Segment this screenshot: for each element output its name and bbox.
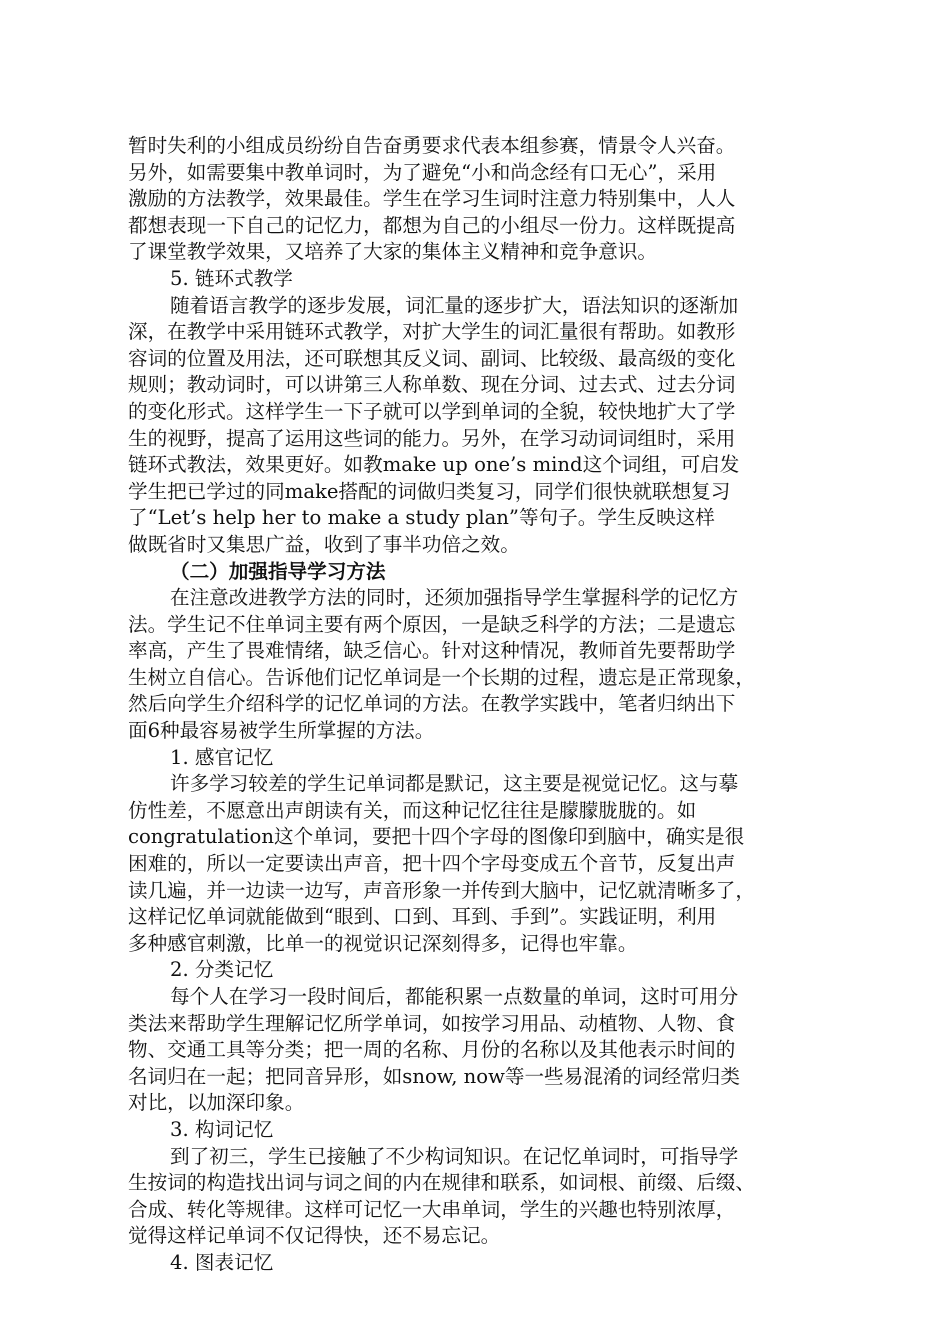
text-line: 面6种最容易被学生所掌握的方法。 — [128, 719, 435, 743]
text-line: 然后向学生介绍科学的记忆单词的方法。在教学实践中，笔者归纳出下 — [128, 692, 736, 716]
text-line: 规则；教动词时，可以讲第三人称单数、现在分词、过去式、过去分词 — [128, 373, 736, 397]
text-line: 合成、转化等规律。这样可记忆一大串单词，学生的兴趣也特别浓厚， — [128, 1197, 736, 1221]
text-line: 了“Let’s help her to make a study plan”等句子。学生反映这样 — [128, 506, 715, 530]
text-line: 另外，如需要集中教单词时，为了避免“小和尚念经有口无心”，采用 — [128, 160, 717, 184]
text-line: congratulation这个单词，要把十四个字母的图像印到脑中，确实是很 — [128, 825, 745, 849]
text-line: 物、交通工具等分类；把一周的名称、月份的名称以及其他表示时间的 — [128, 1038, 736, 1062]
text-line: 深，在教学中采用链环式教学，对扩大学生的词汇量很有帮助。如教形 — [128, 320, 736, 344]
text-line: 做既省时又集思广益，收到了事半功倍之效。 — [128, 532, 520, 556]
text-line: 率高，产生了畏难情绪，缺乏信心。针对这种情况，教师首先要帮助学 — [128, 639, 736, 663]
section-heading: （二）加强指导学习方法 — [170, 559, 386, 583]
text-line: 在注意改进教学方法的同时，还须加强指导学生掌握科学的记忆方 — [170, 586, 739, 610]
text-line: 随着语言教学的逐步发展，词汇量的逐步扩大，语法知识的逐渐加 — [170, 293, 739, 317]
text-line: 都想表现一下自己的记忆力，都想为自己的小组尽一份力。这样既提高 — [128, 213, 736, 237]
text-line: 2. 分类记忆 — [170, 958, 274, 982]
text-line: 激励的方法教学，效果最佳。学生在学习生词时注意力特别集中，人人 — [128, 187, 736, 211]
text-line: 生按词的构造找出词与词之间的内在规律和联系，如词根、前缀、后缀、 — [128, 1171, 755, 1195]
text-line: 名词归在一起；把同音异形，如snow, now等一些易混淆的词经常归类 — [128, 1064, 740, 1088]
text-line: 每个人在学习一段时间后，都能积累一点数量的单词，这时可用分 — [170, 985, 739, 1008]
text-line: 5. 链环式教学 — [170, 266, 293, 290]
text-line: 4. 图表记忆 — [170, 1250, 274, 1274]
text-line: 链环式教法，效果更好。如教make up one’s mind这个词组，可启发 — [128, 453, 740, 477]
text-line: 了课堂教学效果，又培养了大家的集体主义精神和竞争意识。 — [128, 240, 658, 264]
text-line: 1. 感官记忆 — [170, 745, 274, 769]
text-line: 这样记忆单词就能做到“眼到、口到、耳到、手到”。实践证明，利用 — [128, 905, 717, 929]
text-line: 容词的位置及用法，还可联想其反义词、副词、比较级、最高级的变化 — [128, 346, 736, 370]
text-line: 暂时失利的小组成员纷纷自告奋勇要求代表本组参赛，情景令人兴奋。 — [128, 134, 736, 157]
text-line: 生的视野，提高了运用这些词的能力。另外，在学习动词词组时，采用 — [128, 426, 736, 450]
text-line: 学生把已学过的同make搭配的词做归类复习，同学们很快就联想复习 — [128, 479, 731, 503]
text-line: 的变化形式。这样学生一下子就可以学到单词的全貌，较快地扩大了学 — [128, 399, 736, 423]
text-line: 许多学习较差的学生记单词都是默记，这主要是视觉记忆。这与摹 — [170, 772, 739, 796]
text-line: 3. 构词记忆 — [170, 1117, 274, 1141]
text-line: 生树立自信心。告诉他们记忆单词是一个长期的过程，遗忘是正常现象， — [128, 665, 755, 689]
text-line: 类法来帮助学生理解记忆所学单词，如按学习用品、动植物、人物、食 — [128, 1011, 736, 1035]
text-line: 读几遍，并一边读一边写，声音形象一并传到大脑中，记忆就清晰多了， — [128, 878, 755, 902]
text-line: 到了初三，学生已接触了不少构词知识。在记忆单词时，可指导学 — [170, 1144, 739, 1168]
text-line: 仿性差，不愿意出声朗读有关，而这种记忆往往是朦朦胧胧的。如 — [128, 798, 697, 822]
text-line: 对比，以加深印象。 — [128, 1091, 305, 1115]
text-line: 觉得这样记单词不仅记得快，还不易忘记。 — [128, 1224, 501, 1248]
text-line: 法。学生记不住单词主要有两个原因，一是缺乏科学的方法；二是遗忘 — [128, 612, 736, 636]
document-page — [128, 133, 828, 1277]
text-line: 困难的，所以一定要读出声音，把十四个字母变成五个音节，反复出声 — [128, 852, 736, 876]
text-line: 多种感官刺激，比单一的视觉识记深刻得多，记得也牢靠。 — [128, 931, 638, 955]
